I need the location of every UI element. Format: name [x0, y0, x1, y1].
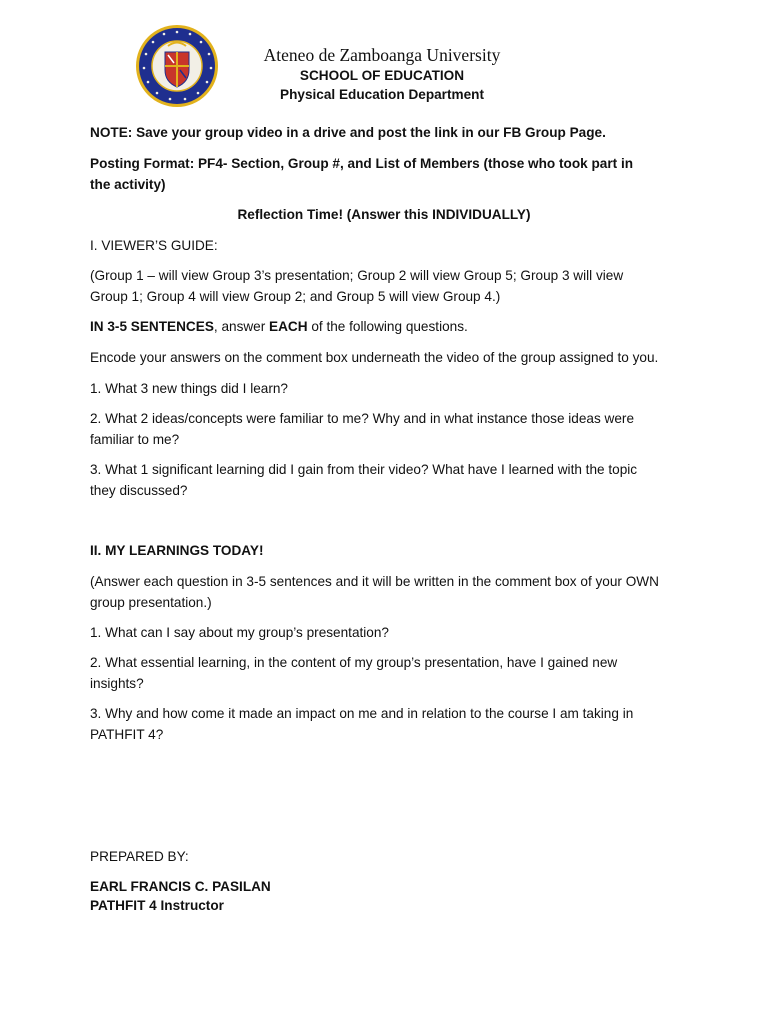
sentence-instruction [90, 316, 690, 337]
section2-instruction: (Answer each question in 3-5 sentences and it will be written in the comment box of your OWN group presentation.) [90, 574, 659, 610]
encode-instruction: Encode your answers on the comment box underneath the video of the group assigned to you. [90, 350, 659, 365]
instructor-title: PATHFIT 4 Instructor [90, 898, 224, 913]
instruction-bold-sentences: IN 3-5 SENTENCES [90, 319, 214, 334]
prepared-by-label: PREPARED BY: [90, 849, 189, 864]
instruction-bold-each: EACH [269, 319, 308, 334]
instruction-end: of the following questions. [307, 319, 468, 334]
note-line: NOTE: Save your group video in a drive and post the link in our FB Group Page. [90, 125, 606, 140]
instruction-middle: , answer [213, 319, 270, 334]
section1-heading: I. VIEWER’S GUIDE: [90, 238, 218, 253]
document-header [232, 44, 532, 104]
university-name: Ateneo de Zamboanga University [263, 45, 501, 65]
viewer-question-1: 1. What 3 new things did I learn? [90, 381, 288, 396]
university-seal-logo [135, 24, 219, 108]
instructor-name: EARL FRANCIS C. PASILAN [90, 879, 271, 894]
posting-format: Posting Format: PF4- Section, Group #, and List of Members (those who took part in the activity) [90, 156, 634, 192]
viewer-question-2: 2. What 2 ideas/concepts were familiar to me? Why and in what instance those ideas were familiar to me? [90, 411, 635, 447]
learning-question-2: 2. What essential learning, in the content of my group’s presentation, have I gained new insights? [90, 655, 618, 691]
department-name: Physical Education Department [280, 87, 484, 102]
learning-question-3: 3. Why and how come it made an impact on me and in relation to the course I am taking in PATHFIT 4? [90, 706, 634, 742]
viewer-question-3: 3. What 1 significant learning did I gain from their video? What have I learned with the topic they discussed? [90, 462, 638, 498]
reflection-title: Reflection Time! (Answer this INDIVIDUALLY) [237, 207, 531, 222]
section2-heading: II. MY LEARNINGS TODAY! [90, 543, 264, 558]
group-assignment: (Group 1 – will view Group 3’s presentation; Group 2 will view Group 5; Group 3 will view Group 1; Group 4 will view Group 2; and Group 5 will view Group 4.) [90, 268, 624, 304]
learning-question-1: 1. What can I say about my group’s presentation? [90, 625, 389, 640]
school-name: SCHOOL OF EDUCATION [299, 68, 465, 83]
